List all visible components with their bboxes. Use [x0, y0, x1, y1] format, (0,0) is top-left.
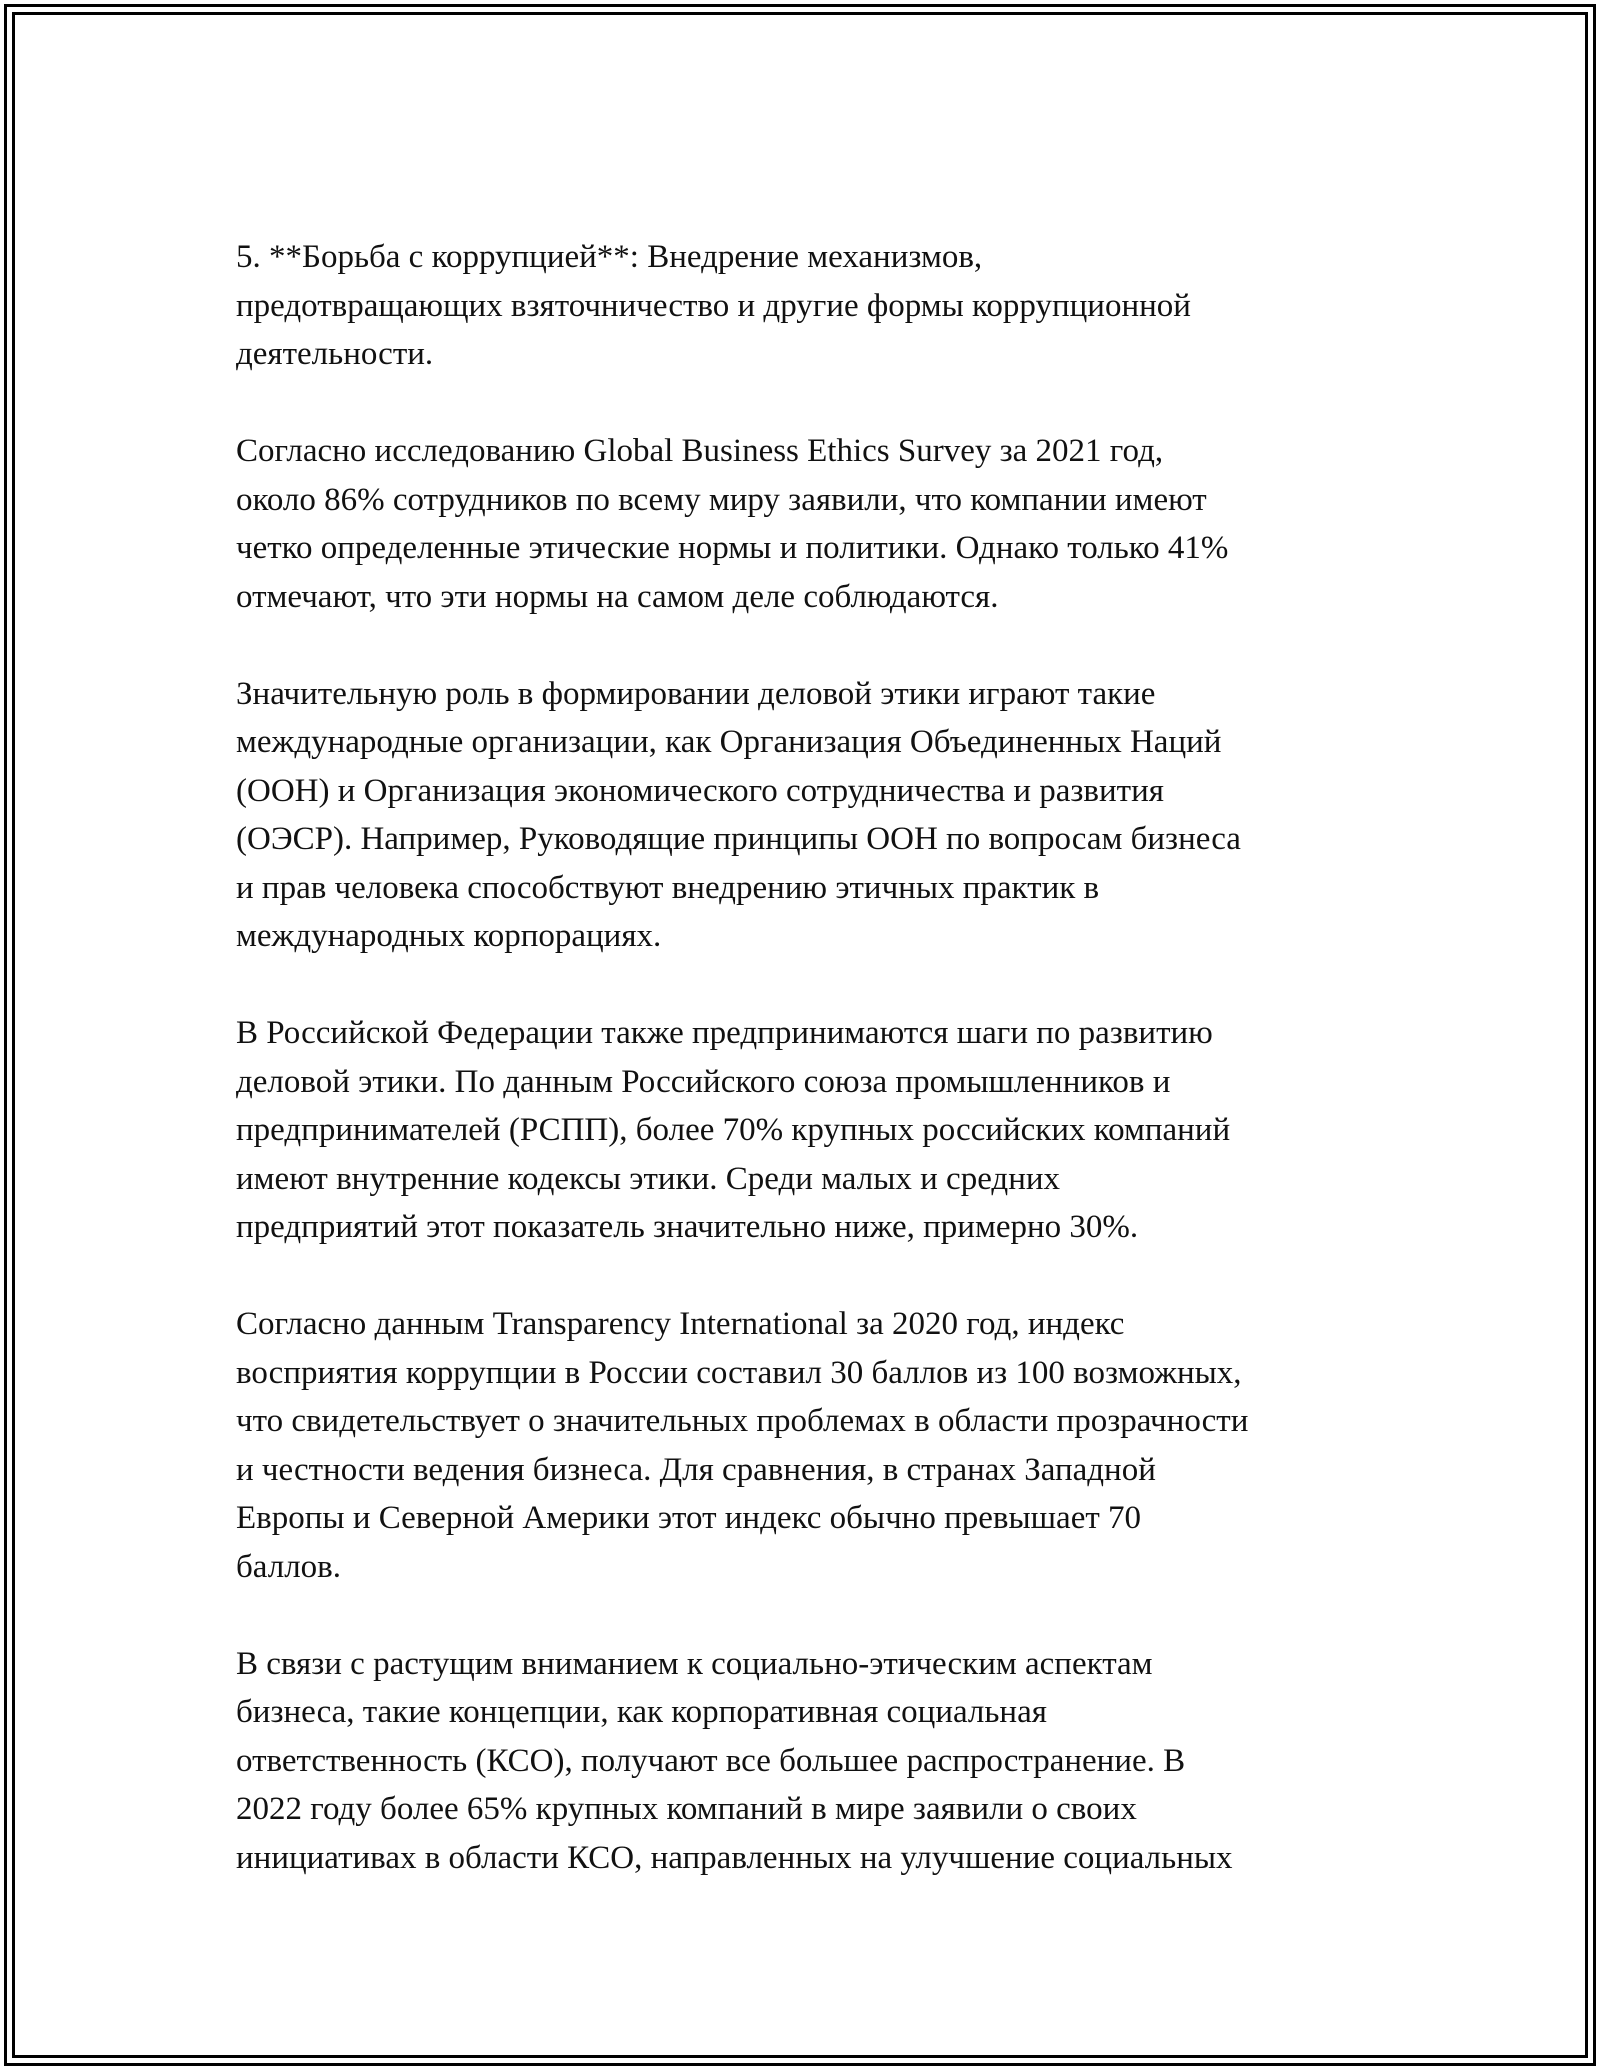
- document-body: [236, 233, 1406, 1882]
- paragraph-transparency-index: Согласно данным Transparency International за 2020 год, индекс восприятия коррупции в России составил 30 баллов из 100 возможных, что свидетельствует о значительных проблемах в области прозрачности и честности ведения бизнеса. Для сравнения, в странах Западной Европы и Северной Америки этот индекс обычно превышает 70 баллов.: [236, 1306, 1249, 1585]
- paragraph-international-organizations: Значительную роль в формировании деловой этики играют такие международные организации, как Организация Объединенных Наций (ООН) и Организация экономического сотрудничества и развития (ОЭСР). Например, Руководящие принципы ООН по вопросам бизнеса и прав человека способствуют внедрению этичных практик в международных корпорациях.: [236, 675, 1241, 954]
- paragraph-ethics-survey: Согласно исследованию Global Business Ethics Survey за 2021 год, около 86% сотрудников по всему миру заявили, что компании имеют четко определенные этические нормы и политики. Однако только 41% отмечают, что эти нормы на самом деле соблюдаются.: [236, 433, 1229, 615]
- paragraph-csr: В связи с растущим вниманием к социально-этическим аспектам бизнеса, такие концепции, как корпоративная социальная ответственность (КСО), получают все большее распространение. В 2022 году более 65% крупных компаний в мире заявили о своих инициативах в области КСО, направленных на улучшение социальных: [236, 1645, 1233, 1876]
- paragraph-russian-federation: В Российской Федерации также предпринимаются шаги по развитию деловой этики. По данным Российского союза промышленников и предпринимателей (РСПП), более 70% крупных российских компаний имеют внутренние кодексы этики. Среди малых и средних предприятий этот показатель значительно ниже, примерно 30%.: [236, 1015, 1231, 1245]
- paragraph-anti-corruption: 5. **Борьба с коррупцией**: Внедрение механизмов, предотвращающих взяточничество и другие формы коррупционной деятельности.: [236, 239, 1191, 372]
